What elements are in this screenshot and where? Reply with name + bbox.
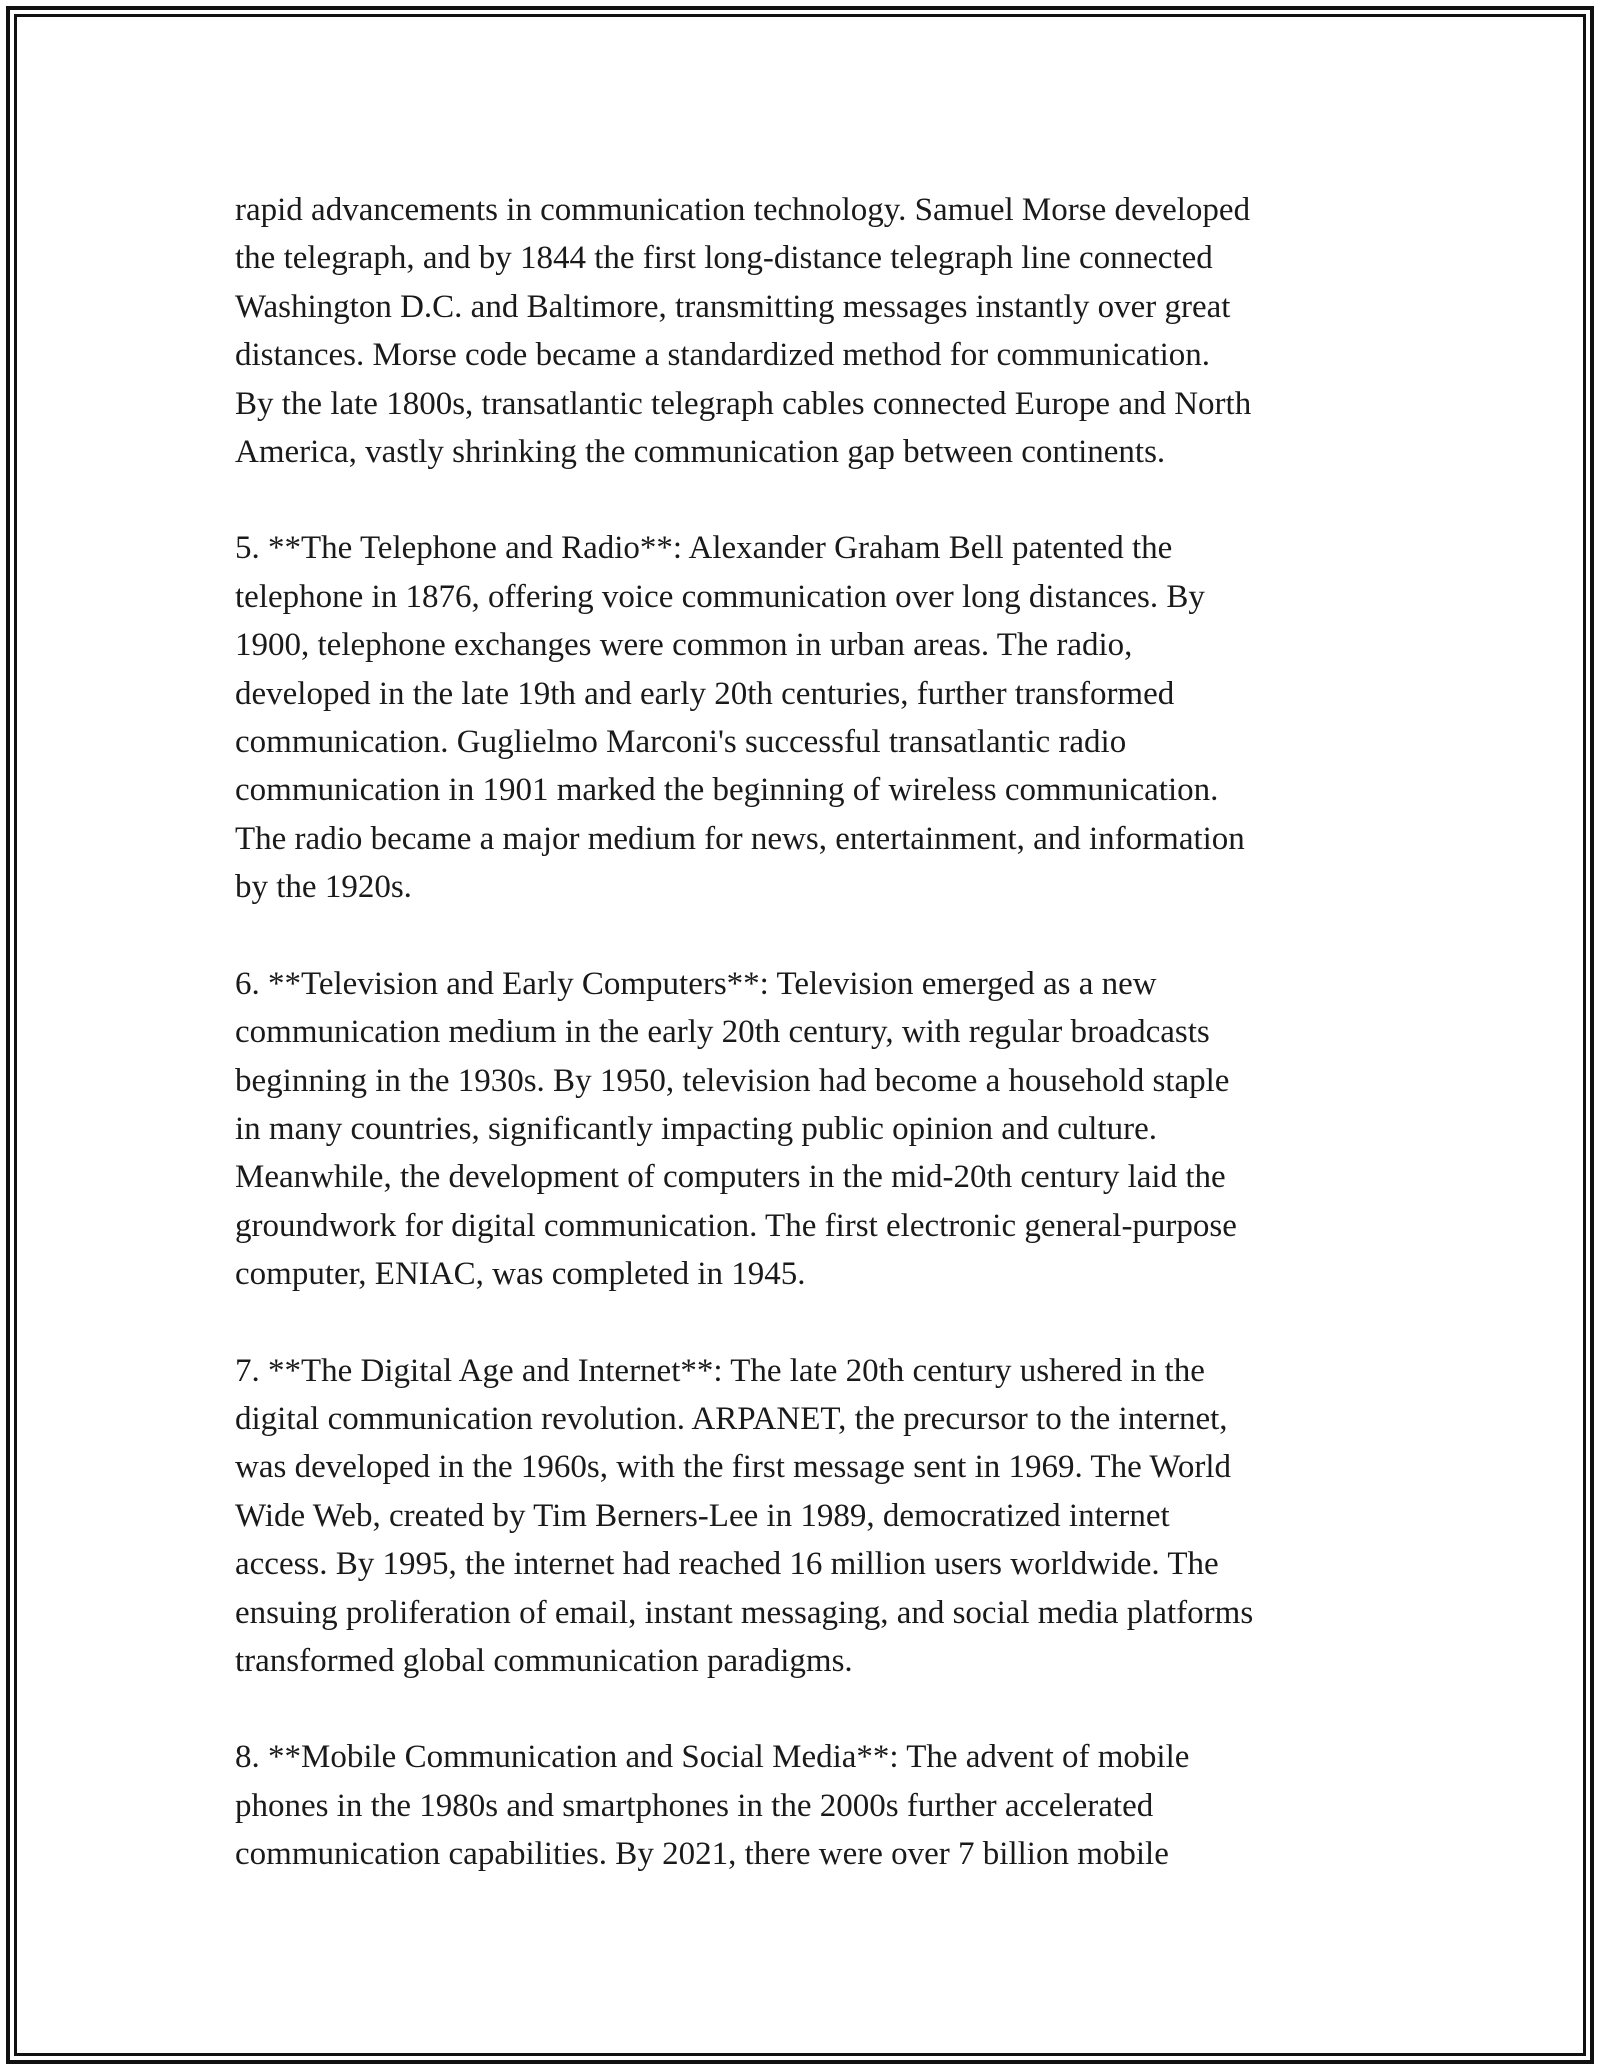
paragraph-mobile-social: 8. **Mobile Communication and Social Media**: The advent of mobile phones in the 1980s and smartphones in the 2000s further accelerated communication capabilities. By 2021, there were over 7 billion mobile <box>235 1739 1190 1873</box>
paragraph-telegraph: rapid advancements in communication technology. Samuel Morse developed the telegraph, and by 1844 the first long-distance telegraph line connected Washington D.C. and Baltimore, transmitting messages instantly over great distances. Morse code became a standardized method for communication. By the late 1800s, transatlantic telegraph cables connected Europe and North America, vastly shrinking the communication gap between continents. <box>235 192 1252 471</box>
paragraph-television-computers: 6. **Television and Early Computers**: Television emerged as a new communication medium in the early 20th century, with regular broadcasts beginning in the 1930s. By 1950, television had become a household staple in many countries, significantly impacting public opinion and culture. Meanwhile, the development of computers in the mid-20th century laid the groundwork for digital communication. The first electronic general-purpose computer, ENIAC, was completed in 1945. <box>235 965 1237 1293</box>
document-body <box>235 186 1375 1879</box>
paragraph-telephone-radio: 5. **The Telephone and Radio**: Alexander Graham Bell patented the telephone in 1876, offering voice communication over long distances. By 1900, telephone exchanges were common in urban areas. The radio, developed in the late 19th and early 20th centuries, further transformed communication. Guglielmo Marconi's successful transatlantic radio communication in 1901 marked the beginning of wireless communication. The radio became a major medium for news, entertainment, and information by the 1920s. <box>235 530 1245 906</box>
paragraph-digital-internet: 7. **The Digital Age and Internet**: The late 20th century ushered in the digital communication revolution. ARPANET, the precursor to the internet, was developed in the 1960s, with the first message sent in 1969. The World Wide Web, created by Tim Berners-Lee in 1989, democratized internet access. By 1995, the internet had reached 16 million users worldwide. The ensuing proliferation of email, instant messaging, and social media platforms transformed global communication paradigms. <box>235 1352 1254 1679</box>
